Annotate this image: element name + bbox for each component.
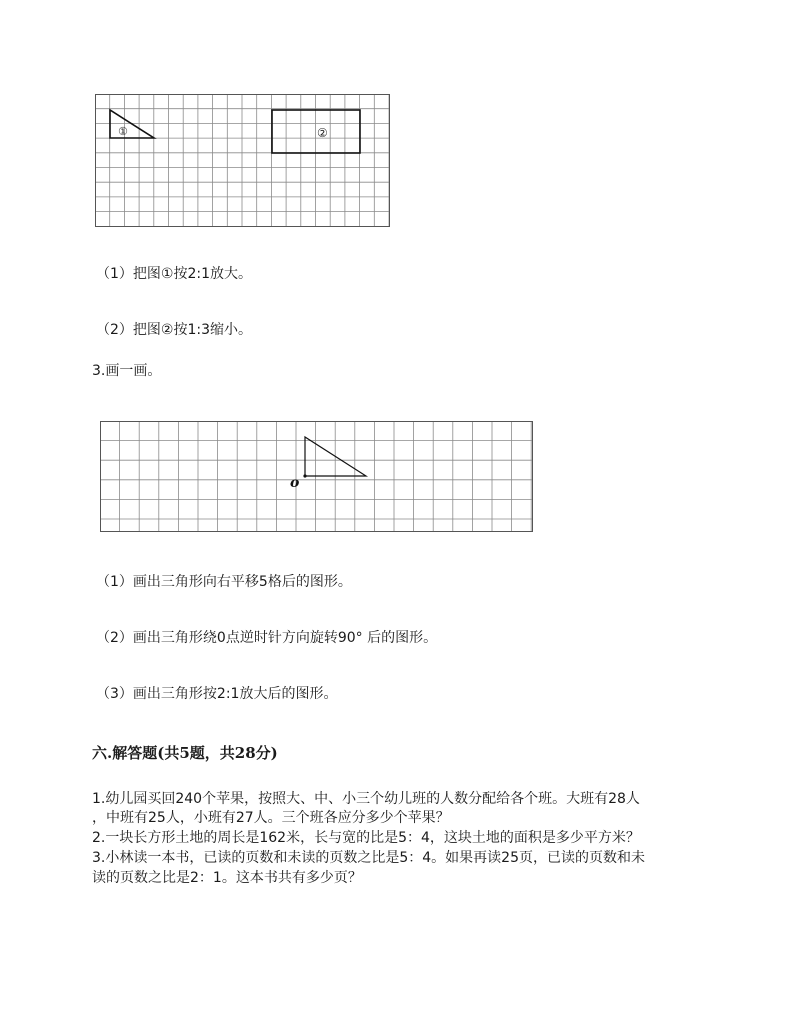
question-2-part-2: （2）把图②按1:3缩小。 — [96, 322, 252, 338]
grid-figure-2 — [100, 421, 534, 533]
rectangle-2 — [272, 110, 360, 153]
problem-1-line-2: ，中班有25人，小班有27人。三个班各应分多少个苹果？ — [92, 810, 450, 826]
point-o — [303, 474, 306, 477]
question-3-title: 3.画一画。 — [92, 363, 162, 379]
question-3-part-3: （3）画出三角形按2:1放大后的图形。 — [96, 686, 338, 702]
problem-3-line-1: 3.小林读一本书，已读的页数和未读的页数之比是5：4。如果再读25页，已读的页数和未 — [92, 850, 645, 866]
question-2-part-1: （1）把图①按2:1放大。 — [96, 266, 252, 282]
triangle-1 — [110, 110, 154, 138]
question-3-part-2: （2）画出三角形绕0点逆时针方向旋转90° 后的图形。 — [96, 630, 438, 646]
question-3-part-1: （1）画出三角形向右平移5格后的图形。 — [96, 574, 352, 590]
grid-figure-1 — [95, 94, 392, 228]
point-o-label: o — [290, 475, 300, 491]
problem-1-line-1: 1.幼儿园买回240个苹果，按照大、中、小三个幼儿班的人数分配给各个班。大班有28人 — [92, 791, 640, 807]
label-figure-2: ② — [317, 126, 328, 140]
problem-2: 2.一块长方形土地的周长是162米，长与宽的比是5：4，这块土地的面积是多少平方米？ — [92, 830, 640, 846]
problem-3-line-2: 读的页数之比是2：1。这本书共有多少页？ — [92, 870, 362, 886]
section-6-heading: 六.解答题(共5题，共28分) — [92, 744, 278, 762]
label-figure-1: ① — [118, 125, 128, 138]
